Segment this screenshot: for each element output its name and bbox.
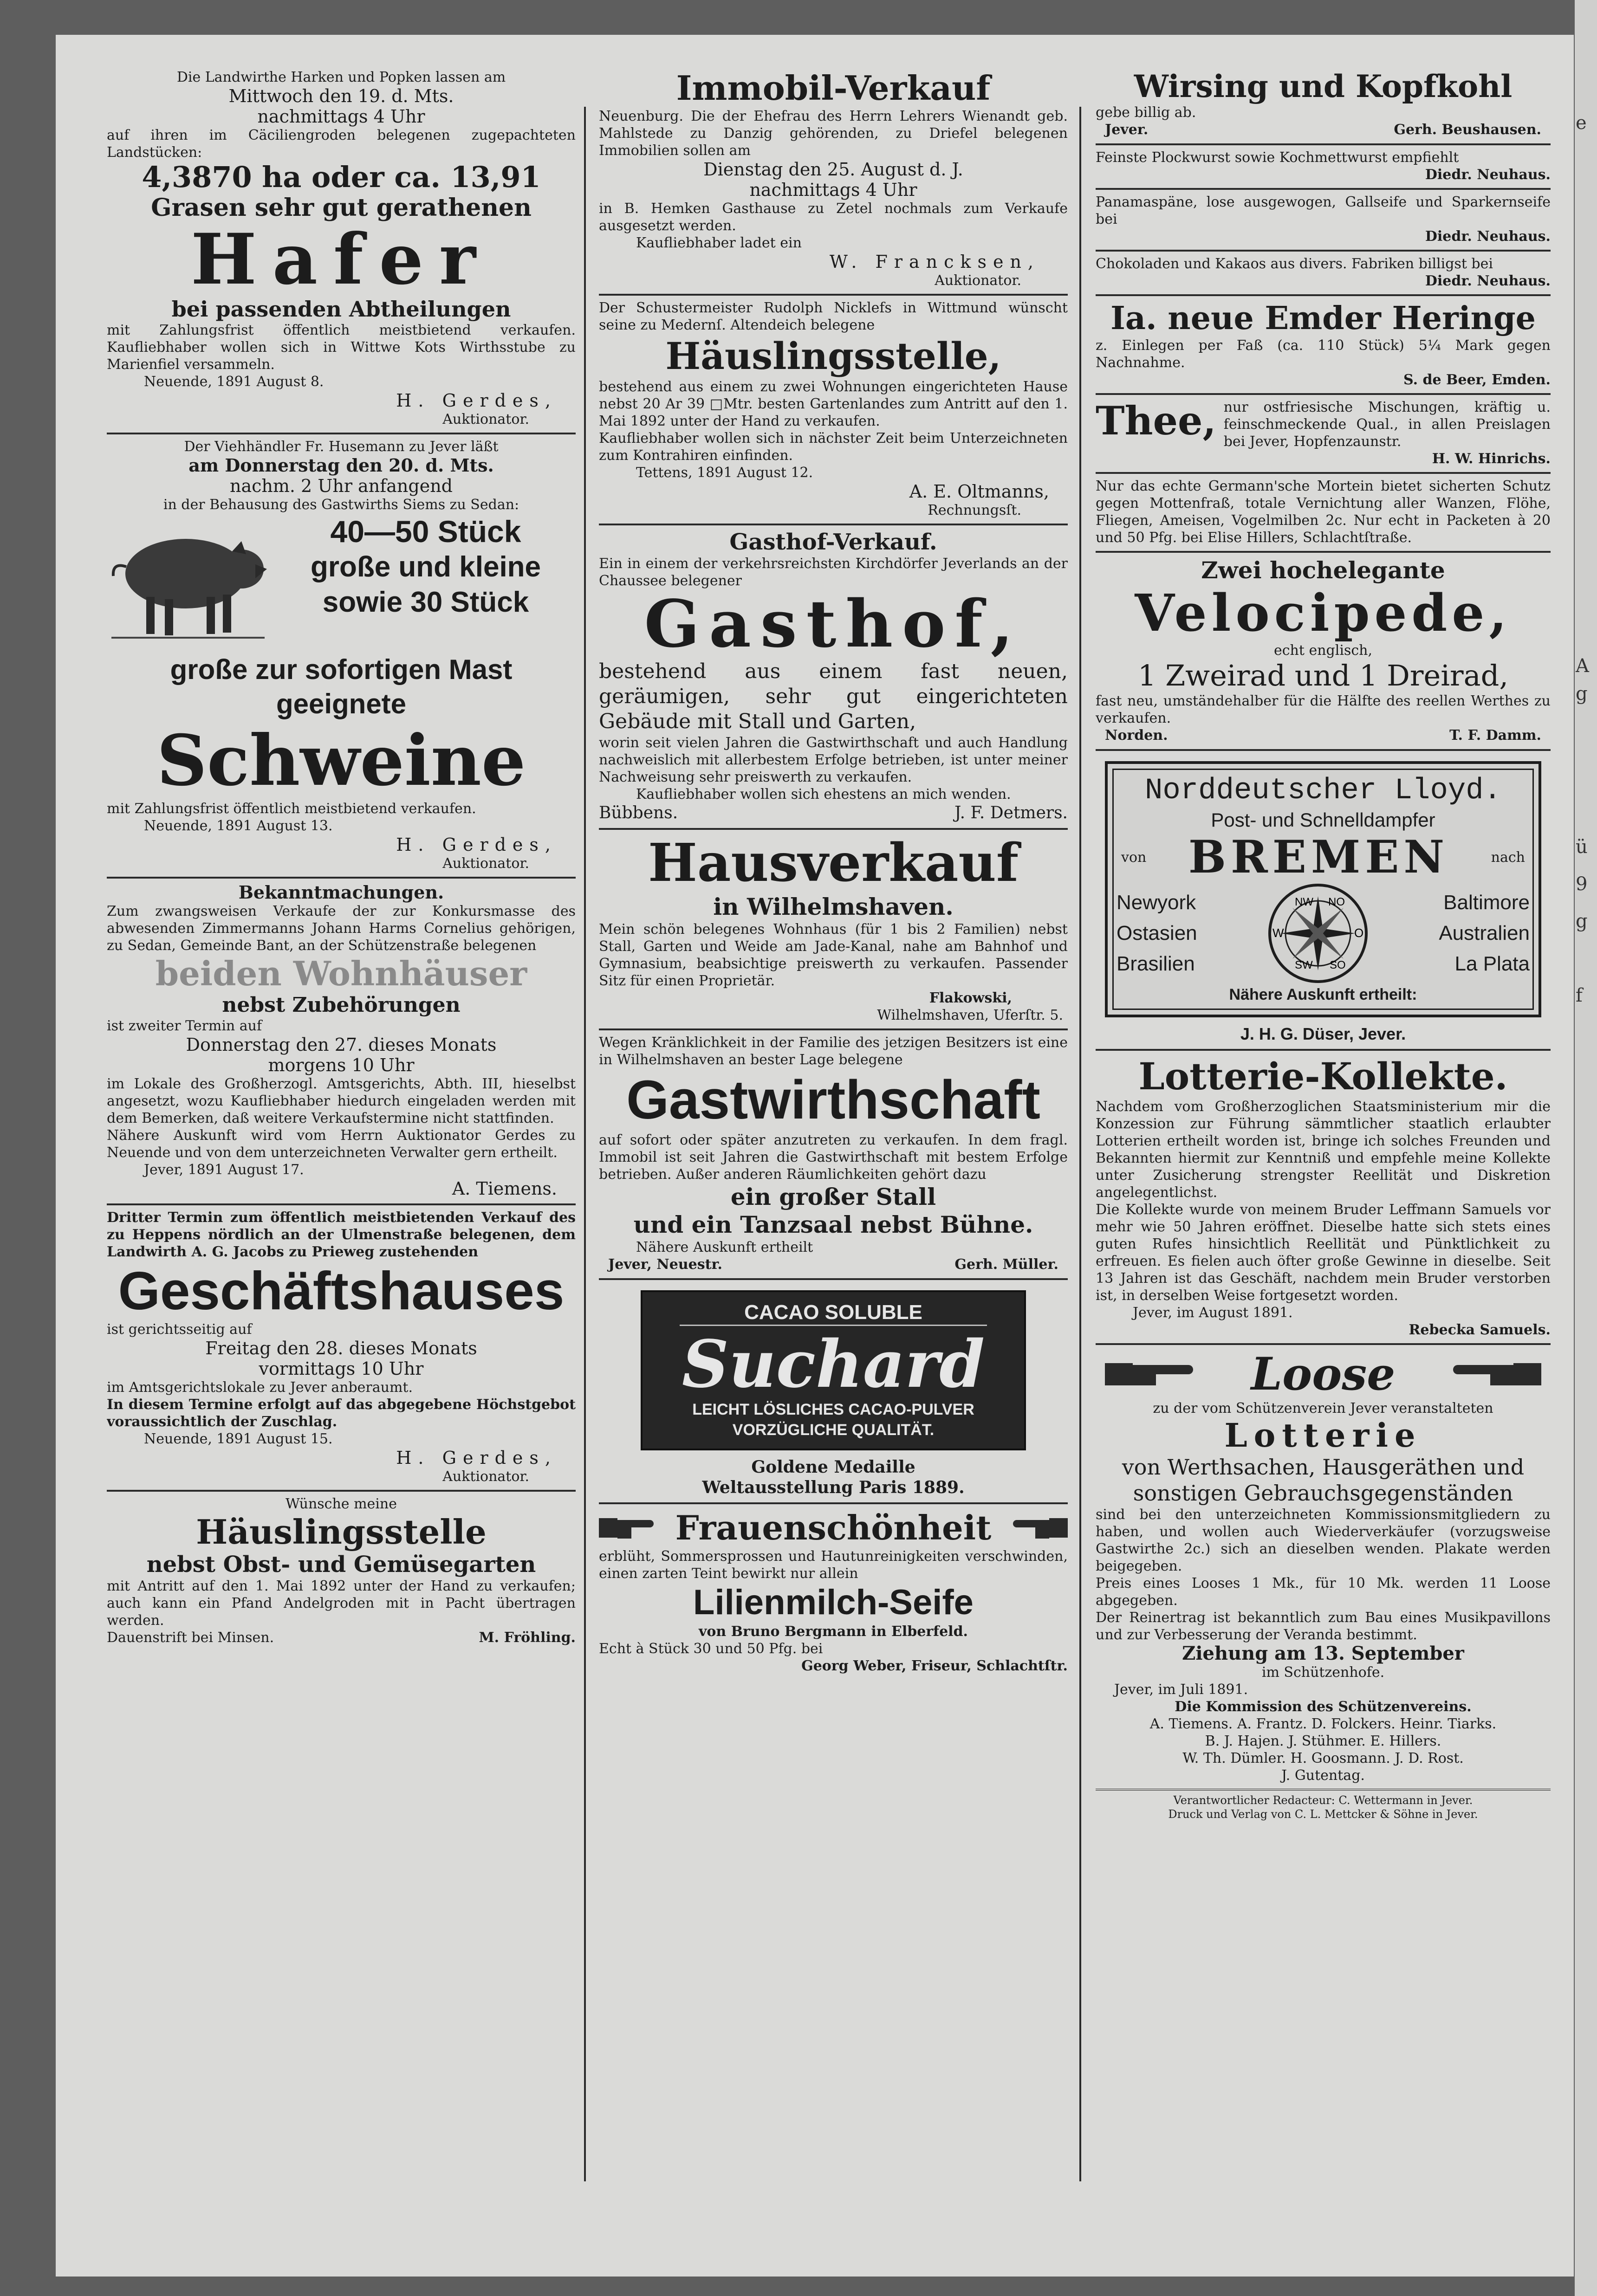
- auction-date: Dienstag den 25. August d. J.: [703, 159, 963, 180]
- ad-place: Dauenstrift bei Minsen.: [107, 1630, 274, 1646]
- lloyd-city: BREMEN: [1188, 831, 1449, 883]
- ad-lilienmilch-seife: [599, 1504, 1068, 1679]
- ad-emder-heringe: [1096, 296, 1551, 395]
- suchard-line: VORZÜGLICHE QUALITÄT.: [732, 1421, 935, 1439]
- ad-subheading: ein großer Stall: [730, 1183, 936, 1210]
- ad-body: Kaufliebhaber wollen sich ehestens an mich wenden.: [636, 786, 1011, 802]
- ad-place-date: Neuende, 1891 August 8.: [144, 374, 324, 390]
- ad-headline: Ia. neue Emder Heringe: [1110, 300, 1536, 337]
- ad-invitation: Kaufliebhaber ladet ein: [636, 235, 802, 251]
- ad-intro: Der Viehhändler Fr. Husemann zu Jever läßt: [184, 439, 499, 455]
- suchard-line: LEICHT LÖSLICHES CACAO-PULVER: [692, 1401, 974, 1418]
- ad-location: in der Behausung des Gastwirths Siems zu Sedan:: [163, 497, 519, 513]
- ad-place-date: Jever, im Juli 1891.: [1114, 1682, 1248, 1698]
- ad-body: mit Zahlungsfrist öffentlich meistbietend verkaufen. Kaufliebhaber wollen sich in Wittwe Kots Wirthsstube zu Marienfiel versammeln.: [107, 322, 576, 373]
- ad-lotterie-kollekte: [1096, 1051, 1551, 1345]
- signer-name: M. Fröhling.: [479, 1630, 576, 1646]
- ad-body: Kaufliebhaber wollen sich in nächster Zeit beim Unterzeichneten zum Kontrahiren einfinden.: [599, 430, 1068, 464]
- signer-name: T. F. Damm.: [1449, 727, 1541, 744]
- ad-place-date: Jever, 1891 August 17.: [144, 1162, 304, 1178]
- compass-label: SO: [1329, 959, 1346, 971]
- lloyd-subtitle: Post- und Schnelldampfer: [1211, 809, 1435, 831]
- ad-body: Nachdem vom Großherzoglichen Staatsministerium mir die Konzession zur Führung sämmtlicher staatlich erlaubter Lotterien ertheilt worden ist, bringe ich solches Freunden und Bekannten hiermit zur Kenntniß und empfehle meine Kollekte unter Zusicherung strengster Reellität und Diskretion angelegentlichst.: [1096, 1099, 1551, 1201]
- ad-brand: Lilienmilch-Seife: [693, 1583, 974, 1622]
- suchard-top-line: CACAO SOLUBLE: [680, 1300, 987, 1326]
- ad-body: In diesem Termine erfolgt auf das abgegebene Höchstgebot voraussichtlich der Zuschlag.: [107, 1397, 576, 1430]
- auctioneer-name: H. Gerdes,: [396, 390, 557, 411]
- signer-name: S. de Beer, Emden.: [1403, 372, 1551, 388]
- ad-headline: Schweine: [156, 720, 526, 802]
- ad-body: Nur das echte Germann'sche Mortein bietet sicherten Schutz gegen Mottenfraß, totale Vernichtung aller Wanzen, Flöhe, Fliegen, Ameisen, Vogelmilben 2c. Nur echt in Packeten à 20 und 50 Pfg. bei Elise Hillers, Schlachtſtraße.: [1096, 478, 1551, 546]
- ad-headline: Wirsing und Kopfkohl: [1134, 68, 1513, 104]
- ad-body: Der Reinertrag ist bekanntlich zum Bau eines Musikpavillons und zur Verbesserung der Veranda bestimmt.: [1096, 1610, 1551, 1643]
- lloyd-to: nach: [1491, 849, 1525, 866]
- auctioneer-name: W. Francksen,: [829, 252, 1040, 272]
- ad-expo: Weltausstellung Paris 1889.: [702, 1478, 965, 1497]
- column-rule: [584, 107, 586, 2181]
- auctioneer-name: H. Gerdes,: [396, 1448, 557, 1468]
- ad-body: Nähere Auskunft wird vom Herrn Auktionator Gerdes zu Neuende und von dem unterzeichneten Verwalter gern ertheilt.: [107, 1127, 576, 1161]
- column-left: [107, 65, 576, 2256]
- ad-location: im Amtsgerichtslokale zu Jever anberaumt.: [107, 1379, 413, 1396]
- signer-name: J. F. Detmers.: [954, 803, 1068, 822]
- ad-subheading: 1 Zweirad und 1 Dreirad,: [1137, 659, 1509, 692]
- auctioneer-role: Auktionator.: [442, 855, 529, 872]
- adjacent-page-edge: [1575, 0, 1597, 2296]
- ad-subheading: nebst Zubehörungen: [222, 993, 461, 1017]
- pig-illustration: [107, 513, 269, 653]
- ad-place: Norden.: [1105, 727, 1168, 744]
- ad-subheading: von Werthsachen, Hausgeräthen und sonstigen Gebrauchsgegenständen: [1122, 1455, 1525, 1506]
- ad-body: im Lokale des Großherzogl. Amtsgerichts, Abth. III, hieselbst angesetzt, wozu Kaufliebhaber hiedurch eingeladen werden mit dem Bemerken, daß weitere Verkaufstermine nicht stattfinden.: [107, 1076, 576, 1126]
- auction-time: nachmittags 4 Uhr: [257, 106, 425, 127]
- pointing-hand-icon: [1448, 1356, 1541, 1393]
- ad-headline: Hausverkauf: [648, 833, 1019, 893]
- edge-letter: f: [1576, 985, 1583, 1006]
- pointing-hand-icon: [1105, 1356, 1198, 1393]
- ad-body: fast neu, umständehalber für die Hälfte des reellen Werthes zu verkaufen.: [1096, 693, 1551, 726]
- ad-place-date: Jever, im August 1891.: [1133, 1305, 1293, 1321]
- compass-label: NO: [1328, 896, 1345, 908]
- ad-haeuslingsstelle-nicklefs: [599, 296, 1068, 525]
- ad-headline: Loose: [1251, 1348, 1396, 1400]
- auction-time: nachmittags 4 Uhr: [749, 180, 917, 200]
- ad-place-date: Neuende, 1891 August 13.: [144, 818, 333, 834]
- compass-label: O: [1354, 926, 1364, 940]
- ad-quantity: geeignete: [276, 688, 407, 719]
- committee-members: B. J. Hajen. J. Stühmer. E. Hillers.: [1205, 1733, 1441, 1749]
- ad-chokoladen: [1096, 252, 1551, 296]
- ad-seller: Georg Weber, Friseur, Schlachtſtr.: [801, 1658, 1068, 1674]
- suchard-brand: Suchard: [682, 1326, 985, 1403]
- lloyd-destination: Brasilien: [1117, 952, 1195, 975]
- ad-quantity: große und kleine: [310, 551, 541, 583]
- lloyd-destination: Baltimore: [1443, 891, 1530, 914]
- ad-section-heading: Gasthof-Verkauf.: [729, 529, 937, 555]
- lloyd-agent: J. H. G. Düser, Jever.: [1240, 1024, 1406, 1043]
- signer-name: Diedr. Neuhaus.: [1425, 228, 1551, 245]
- ad-subheading: echt englisch,: [1274, 642, 1372, 659]
- ad-body: erblüht, Sommersprossen und Hautunreinigkeiten verschwinden, einen zarten Teint bewirkt nur allein: [599, 1548, 1068, 1582]
- signer-name: Gerh. Müller.: [954, 1256, 1058, 1273]
- ad-headline: Geschäftshauses: [118, 1261, 565, 1321]
- lloyd-destination: Australien: [1439, 922, 1530, 944]
- signer-name: A. E. Oltmanns,: [909, 481, 1049, 502]
- signer-name: A. Tiemens.: [452, 1178, 557, 1199]
- auction-date: Mittwoch den 19. d. Mts.: [228, 86, 454, 106]
- ad-place: Jever, Neuestr.: [608, 1256, 722, 1273]
- lloyd-destination: La Plata: [1454, 952, 1530, 975]
- ad-intro: Wünsche meine: [286, 1496, 397, 1512]
- ad-subheading: nebst Obst- und Gemüsegarten: [146, 1552, 536, 1578]
- committee-members: W. Th. Dümler. H. Goosmann. J. D. Rost.: [1182, 1750, 1464, 1766]
- ad-body: Chokoladen und Kakaos aus divers. Fabriken billigst bei: [1096, 256, 1493, 272]
- ad-wohnhaeuser-notice: [107, 879, 576, 1205]
- compass-label: NW: [1294, 896, 1313, 908]
- ad-body: Panamaspäne, lose ausgewogen, Gallseife und Sparkernseife bei: [1096, 194, 1551, 227]
- ad-immobil-verkauf: [599, 65, 1068, 296]
- edge-letter: g: [1576, 683, 1588, 705]
- ad-body: Der Schustermeister Rudolph Nicklefs in Wittmund wünscht seine zu Medernſ. Altendeich belegene: [599, 300, 1068, 333]
- ad-section-heading: Zwei hochelegante: [1201, 556, 1445, 584]
- committee-members: A. Tiemens. A. Frantz. D. Folckers. Heinr. Tiarks.: [1149, 1716, 1497, 1732]
- edge-letter: A: [1576, 655, 1589, 677]
- ad-hafer-auction: [107, 65, 576, 434]
- ad-place-date: Tettens, 1891 August 12.: [636, 465, 813, 481]
- ad-subheading: bei passenden Abtheilungen: [171, 297, 511, 322]
- ad-body: Zum zwangsweisen Verkaufe der zur Konkursmasse des abwesenden Zimmermanns Johann Harms Cornelius gehörigen, zu Sedan, Gemeinde Bant, an der Schützenstraße belegenen: [107, 903, 576, 954]
- ad-panamaspaene: [1096, 190, 1551, 252]
- ad-info: Nähere Auskunft ertheilt: [636, 1239, 813, 1255]
- ad-body: Mein schön belegenes Wohnhaus (für 1 bis 2 Familien) nebst Stall, Garten und Weide am Jade-Kanal, nahe am Bahnhof und Gymnasium, beabsichtige preiswerth zu verkaufen. Passender Sitz für einen Proprietär.: [599, 921, 1068, 989]
- lloyd-destination: Newyork: [1117, 891, 1196, 914]
- column-rule: [1079, 107, 1081, 2181]
- signer-name: Diedr. Neuhaus.: [1425, 273, 1551, 289]
- ad-thee: [1096, 395, 1551, 474]
- ad-quantity: sowie 30 Stück: [322, 586, 529, 618]
- signer-name: Rebecka Samuels.: [1409, 1322, 1551, 1338]
- signer-name: Flakowski,: [929, 990, 1012, 1006]
- ad-headline: Gastwirthschaft: [626, 1069, 1040, 1131]
- compass-label: W: [1272, 926, 1284, 940]
- ad-section-heading: Bekanntmachungen.: [238, 882, 444, 903]
- ad-body: Neuenburg. Die der Ehefrau des Herrn Lehrers Wienandt geb. Mahlstede zu Danzig gehörenden, zu Driefel belegenen Immobilien sollen am: [599, 108, 1068, 159]
- column-right: [1096, 65, 1551, 2181]
- ad-headline: Gasthof,: [644, 586, 1023, 662]
- ad-quantity: 40—50 Stück: [330, 514, 521, 549]
- ad-wirsing: [1096, 65, 1551, 145]
- pointing-hand-icon: [599, 1512, 659, 1544]
- signer-name: Gerh. Beushausen.: [1394, 122, 1541, 138]
- ad-body: Feinste Plockwurst sowie Kochmettwurst empfiehlt: [1096, 149, 1459, 166]
- auctioneer-role: Auktionator.: [442, 1468, 529, 1485]
- imprint-editor: Verantwortlicher Redacteur: C. Wettermann in Jever.: [1173, 1794, 1473, 1807]
- ad-body: worin seit vielen Jahren die Gastwirthschaft und auch Handlung nachweislich mit allerbestem Erfolge betrieben, ist unter meiner Nachweisung sehr preiswerth zu verkaufen.: [599, 735, 1068, 785]
- imprint: [1096, 1789, 1551, 1821]
- ad-subheading: in Wilhelmshaven.: [713, 893, 954, 920]
- auctioneer-role: Auktionator.: [935, 272, 1021, 289]
- ad-body: mit Zahlungsfrist öffentlich meistbietend verkaufen.: [107, 801, 476, 817]
- ad-schweine-auction: [107, 434, 576, 879]
- ad-place: Jever.: [1105, 122, 1149, 138]
- edge-letter: g: [1576, 911, 1588, 932]
- ad-place-date: Neuende, 1891 August 15.: [144, 1431, 333, 1447]
- signer-role: Rechnungsſt.: [928, 502, 1021, 518]
- imprint-publisher: Druck und Verlag von C. L. Mettcker & Söhne in Jever.: [1168, 1808, 1478, 1821]
- lloyd-title: Norddeutscher Lloyd.: [1144, 774, 1502, 808]
- lloyd-info: Nähere Auskunft ertheilt:: [1229, 986, 1417, 1003]
- ad-quantity: große zur sofortigen Mast: [170, 654, 513, 685]
- ad-medal: Goldene Medaille: [751, 1457, 915, 1477]
- ad-headline: Frauenschönheit: [675, 1508, 992, 1547]
- ad-headline: Lotterie-Kollekte.: [1138, 1054, 1508, 1098]
- compass-label: SW: [1294, 959, 1313, 971]
- ad-headline: Thee,: [1096, 398, 1216, 444]
- ad-subheading: und ein Tanzsaal nebst Bühne.: [633, 1211, 1033, 1238]
- ad-body: auf sofort oder später anzutreten zu verkaufen. In dem fragl. Immobil ist seit Jahren die Gastwirthschaft mit bestem Erfolge betrieben. Außer anderen Räumlichkeiten gehört dazu: [599, 1132, 1068, 1183]
- suchard-label: [641, 1290, 1026, 1450]
- auction-date: Freitag den 28. dieses Monats: [205, 1338, 477, 1358]
- ad-intro: Die Landwirthe Harken und Popken lassen am: [176, 69, 506, 85]
- auction-time: morgens 10 Uhr: [268, 1055, 415, 1075]
- auction-date: Donnerstag den 27. dieses Monats: [186, 1035, 497, 1055]
- lloyd-from: von: [1121, 849, 1147, 866]
- ad-maker: von Bruno Bergmann in Elberfeld.: [698, 1623, 968, 1640]
- ad-term: ist zweiter Termin auf: [107, 1018, 262, 1034]
- ad-location: auf ihren im Cäciliengroden belegenen zugepachteten Landstücken:: [107, 127, 576, 161]
- signer-name: H. W. Hinrichs.: [1432, 451, 1551, 467]
- ad-body: in B. Hemken Gasthause zu Zetel nochmals zum Verkaufe ausgesetzt werden.: [599, 200, 1068, 234]
- signer-address: Wilhelmshaven, Uferſtr. 5.: [877, 1007, 1063, 1023]
- ad-intro: zu der vom Schützenverein Jever veranstalteten: [1153, 1400, 1493, 1416]
- ad-body: bestehend aus einem zu zwei Wohnungen eingerichteten Hause nebst 20 Ar 39 □Mtr. besten Gartenlandes zum Antritt auf den 1. Mai 1892 unter der Hand zu verkaufen.: [599, 379, 1068, 429]
- ad-loose-lotterie: [1096, 1345, 1551, 1826]
- lloyd-box: [1105, 761, 1541, 1017]
- ad-body: mit Antritt auf den 1. Mai 1892 unter der Hand zu verkaufen; auch kann ein Pfand Andelgroden mit in Pacht übertragen werden.: [107, 1578, 576, 1629]
- compass-icon: [1248, 882, 1388, 984]
- ad-mortein: [1096, 474, 1551, 553]
- lloyd-destination: Ostasien: [1117, 922, 1197, 944]
- ad-norddeutscher-lloyd: [1096, 751, 1551, 1051]
- ad-draw-date: Ziehung am 13. September: [1182, 1643, 1464, 1664]
- auctioneer-name: H. Gerdes,: [396, 834, 557, 855]
- committee-title: Die Kommission des Schützenvereins.: [1175, 1699, 1472, 1715]
- ad-subheading: Lotterie: [1224, 1416, 1422, 1455]
- auctioneer-role: Auktionator.: [442, 411, 529, 427]
- ad-body: Ein in einem der verkehrsreichsten Kirchdörfer Jeverlands an der Chaussee belegener: [599, 556, 1068, 589]
- auction-time: nachm. 2 Uhr anfangend: [229, 476, 453, 496]
- ad-body: sind bei den unterzeichneten Kommissionsmitgliedern zu haben, und wollen auch Wiederverkäufer (vorzugsweise Gastwirthe 2c.) sich an dieselben wenden. Plakate werden beigegeben.: [1096, 1507, 1551, 1574]
- auction-date: am Donnerstag den 20. d. Mts.: [188, 455, 494, 476]
- ad-velocipede: [1096, 553, 1551, 751]
- signer-name: Diedr. Neuhaus.: [1425, 167, 1551, 183]
- auction-time: vormittags 10 Uhr: [259, 1358, 424, 1379]
- ad-headline: Hafer: [191, 219, 492, 300]
- edge-letter: 9: [1576, 873, 1588, 895]
- ad-body: nur ostfriesische Mischungen, kräftig u. feinschmeckende Qual., in allen Preislagen bei Jever, Hopfenzaunstr.: [1223, 399, 1551, 450]
- ad-headline: Häuslingsstelle: [196, 1512, 487, 1552]
- ad-gasthof-verkauf: [599, 525, 1068, 830]
- ad-plockwurst: [1096, 145, 1551, 190]
- pointing-hand-icon: [1007, 1512, 1068, 1544]
- ad-draw-place: im Schützenhofe.: [1261, 1664, 1385, 1681]
- ad-price: Echt à Stück 30 und 50 Pfg. bei: [599, 1641, 823, 1657]
- ad-headline: Häuslingsstelle,: [665, 334, 1001, 378]
- ad-hausverkauf: [599, 830, 1068, 1030]
- ad-headline: Velocipede,: [1135, 583, 1512, 643]
- ad-body: Die Kollekte wurde von meinem Bruder Leffmann Samuels vor mehr wie 50 Jahren eröffnet. Dieselbe hatte sich stets eines guten Rufes hinsichtlich Reellität und Pünktlichkeit zu erfreuen. Es fielen auch öfter große Gewinne in dieselbe. Seit 13 Jahren ist das Geschäft, nachdem mein Bruder verstorben ist, in derselben Weise fortgesetzt worden.: [1096, 1202, 1551, 1304]
- committee-members: J. Gutentag.: [1281, 1767, 1365, 1784]
- ad-headline: Immobil-Verkauf: [676, 68, 991, 108]
- ad-term: ist gerichtsseitig auf: [107, 1321, 252, 1338]
- ad-body: gebe billig ab.: [1096, 104, 1196, 121]
- column-middle: [599, 65, 1068, 2256]
- ad-body: z. Einlegen per Faß (ca. 110 Stück) 5¼ Mark gegen Nachnahme.: [1096, 337, 1551, 371]
- edge-letter: e: [1576, 112, 1587, 134]
- ad-body: Wegen Kränklichkeit in der Familie des jetzigen Besitzers ist eine in Wilhelmshaven an bester Lage belegene: [599, 1035, 1068, 1068]
- ad-body-large: bestehend aus einem fast neuen, geräumigen, sehr gut eingerichteten Gebäude mit Stall und Garten,: [599, 660, 1068, 733]
- ad-headline: beiden Wohnhäuser: [155, 954, 527, 993]
- ad-place: Bübbens.: [599, 803, 678, 822]
- ad-body: Preis eines Looses 1 Mk., für 10 Mk. werden 11 Loose abgegeben.: [1096, 1575, 1551, 1609]
- ad-suchard-cacao: [599, 1280, 1068, 1504]
- ad-gastwirthschaft: [599, 1030, 1068, 1280]
- edge-letter: ü: [1576, 836, 1588, 858]
- ad-area: 4,3870 ha oder ca. 13,91: [142, 160, 541, 194]
- ad-body: Dritter Termin zum öffentlich meistbietenden Verkauf des zu Heppens nördlich an der Ulmenstraße belegenen, dem Landwirth A. G. Jacobs zu Prieweg zustehenden: [107, 1209, 576, 1260]
- ad-geschaeftshaus-auction: [107, 1205, 576, 1492]
- ad-haeuslingsstelle-froehling: [107, 1492, 576, 1651]
- ad-subheading: Grasen sehr gut gerathenen: [151, 194, 532, 222]
